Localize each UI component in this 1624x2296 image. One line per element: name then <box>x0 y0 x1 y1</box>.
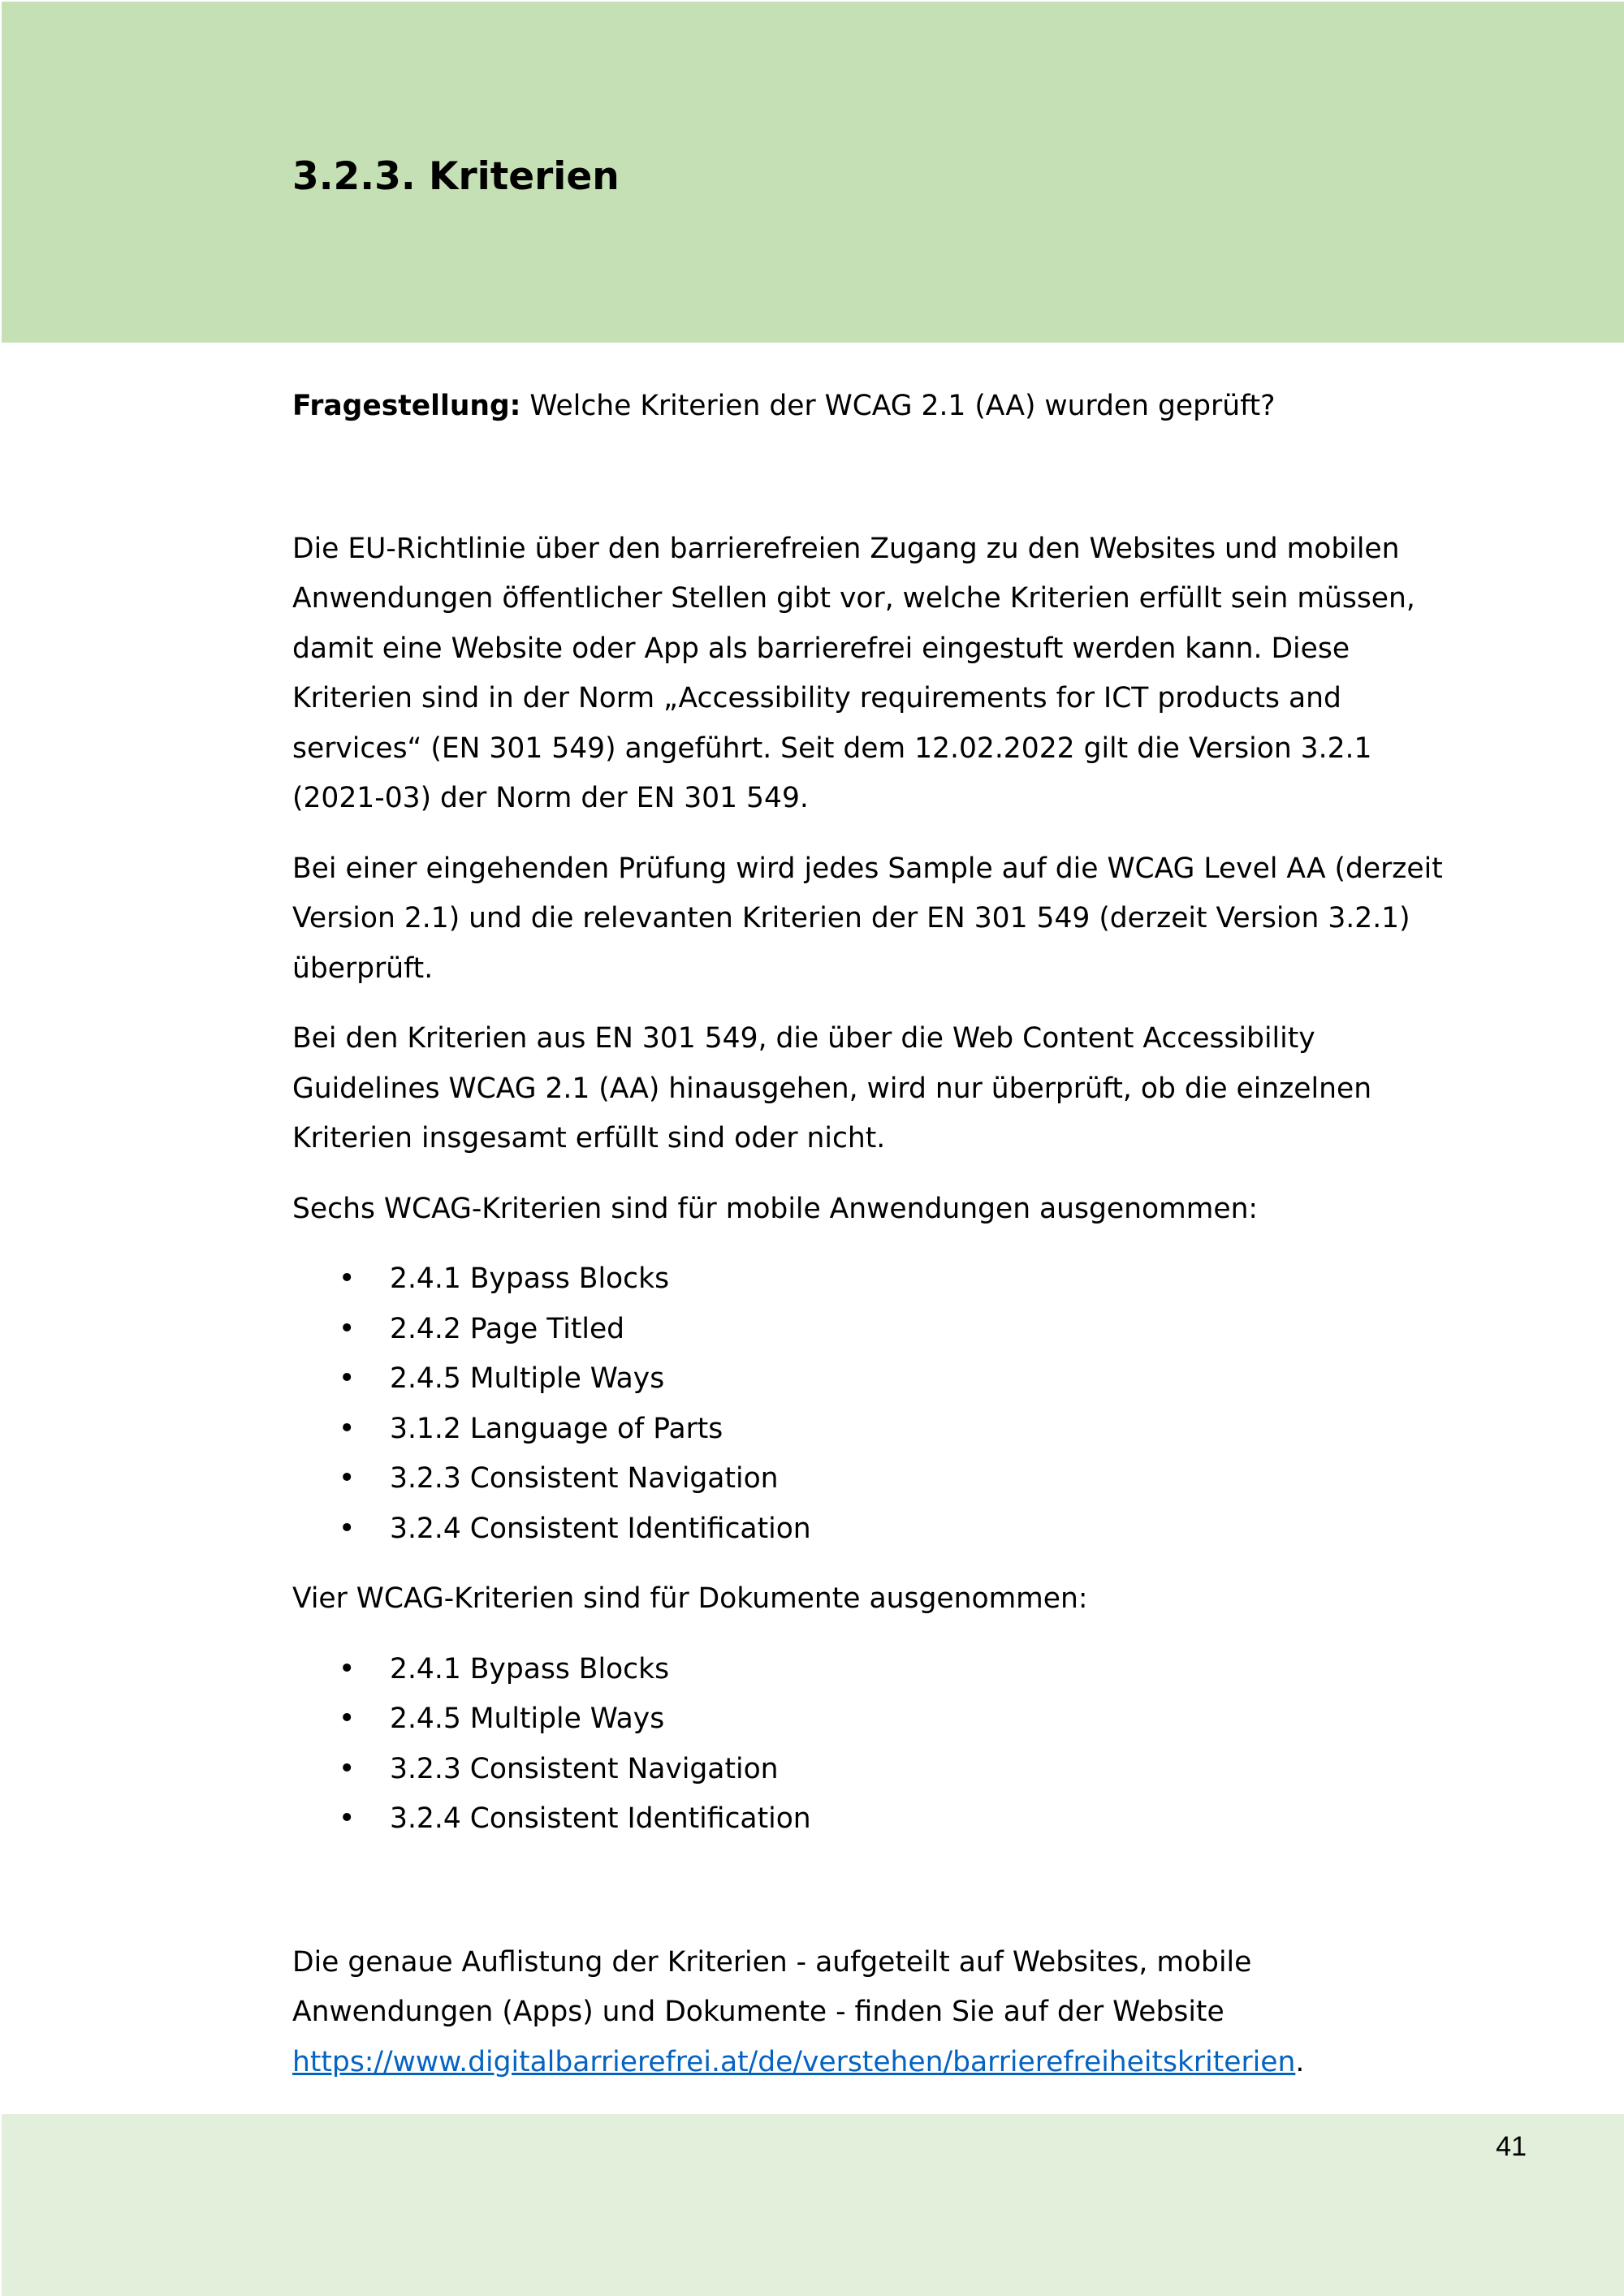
list-item <box>292 1305 1445 1355</box>
list-item <box>292 1794 1445 1845</box>
header-band <box>2 2 1624 343</box>
list-item-text: 3.1.2 Language of Parts <box>390 1412 723 1445</box>
paragraph-en-criteria: Bei den Kriterien aus EN 301 549, die über die Web Content Accessibility Guidelines WCAG 2.1 (AA) hinausgehen, wird nur überprüft, ob die einzelnen Kriterien insgesamt erfüllt sind oder nicht. <box>292 1022 1372 1154</box>
bullet-icon: • <box>339 1362 356 1395</box>
page-title: 3.2.3. Kriterien <box>292 154 620 199</box>
bullet-icon: • <box>339 1462 356 1495</box>
list-item <box>292 1354 1445 1405</box>
closing-period: . <box>1295 2045 1305 2078</box>
bullet-icon: • <box>339 1652 356 1685</box>
list-item <box>292 1645 1445 1695</box>
list-item-text: 2.4.5 Multiple Ways <box>390 1362 665 1395</box>
paragraph-eu-directive: Die EU-Richtlinie über den barrierefreien Zugang zu den Websites und mobilen Anwendungen öffentlicher Stellen gibt vor, welche Kriterien erfüllt sein müssen, damit eine Website oder App als barrierefrei eingestuft werden kann. Diese Kriterien sind in der Norm „Accessibility requirements for ICT products and services“ (EN 301 549) angeführt. Seit dem 12.02.2022 gilt die Version 3.2.1 (2021-03) der Norm der EN 301 549. <box>292 532 1415 814</box>
paragraph-review-scope: Bei einer eingehenden Prüfung wird jedes Sample auf die WCAG Level AA (derzeit Version 2.1) und die relevanten Kriterien der EN 301 549 (derzeit Version 3.2.1) überprüft. <box>292 852 1443 985</box>
list-item <box>292 1504 1445 1555</box>
list-item-text: 3.2.3 Consistent Navigation <box>390 1462 779 1495</box>
main-content <box>292 382 1445 2087</box>
list-item-text: 3.2.3 Consistent Navigation <box>390 1752 779 1785</box>
spacer <box>292 1865 1445 1938</box>
list-item <box>292 1254 1445 1305</box>
bullet-icon: • <box>339 1512 356 1545</box>
bullet-icon: • <box>339 1262 356 1295</box>
list-item-text: 3.2.4 Consistent Identification <box>390 1802 811 1835</box>
closing-paragraph <box>292 1938 1445 2088</box>
page-number: 41 <box>1496 2131 1527 2162</box>
list-item-text: 2.4.1 Bypass Blocks <box>390 1262 670 1295</box>
list-item <box>292 1694 1445 1745</box>
bullet-icon: • <box>339 1412 356 1445</box>
list-item-text: 2.4.5 Multiple Ways <box>390 1703 665 1735</box>
list-item-text: 3.2.4 Consistent Identification <box>390 1512 811 1545</box>
bullet-icon: • <box>339 1752 356 1785</box>
document-exemptions-list <box>292 1645 1445 1845</box>
mobile-exemptions-intro: Sechs WCAG-Kriterien sind für mobile Anwendungen ausgenommen: <box>292 1192 1259 1225</box>
list-item <box>292 1745 1445 1795</box>
question-label: Fragestellung: <box>292 390 521 422</box>
closing-text: Die genaue Auflistung der Kriterien - aufgeteilt auf Websites, mobile Anwendungen (Apps) und Dokumente - finden Sie auf der Website <box>292 1945 1252 2028</box>
mobile-exemptions-list <box>292 1254 1445 1554</box>
list-item-text: 2.4.1 Bypass Blocks <box>390 1652 670 1685</box>
question-line <box>292 382 1445 432</box>
document-exemptions-intro: Vier WCAG-Kriterien sind für Dokumente ausgenommen: <box>292 1582 1088 1615</box>
bullet-icon: • <box>339 1703 356 1735</box>
list-item <box>292 1405 1445 1455</box>
bullet-icon: • <box>339 1312 356 1345</box>
footer-band <box>2 2114 1624 2296</box>
question-text: Welche Kriterien der WCAG 2.1 (AA) wurden geprüft? <box>520 390 1276 422</box>
list-item <box>292 1454 1445 1504</box>
list-item-text: 2.4.2 Page Titled <box>390 1312 625 1345</box>
bullet-icon: • <box>339 1802 356 1835</box>
criteria-link[interactable]: https://www.digitalbarrierefrei.at/de/verstehen/barrierefreiheitskriterien <box>292 2045 1296 2078</box>
